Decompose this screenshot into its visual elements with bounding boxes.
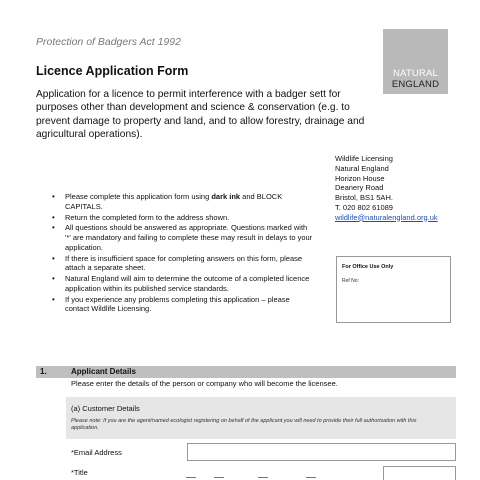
instruction-item: • All questions should be answered as appropriate. Questions marked with '*' are mandatory and failing to complete these may result in delays to your application. <box>52 223 314 252</box>
intro-paragraph: Application for a licence to permit interference with a badger sett for purposes other than development and science & conservation (e.g. to prevent damage to property and land, and to allow forestry, drainage and agricultural operations). <box>36 89 365 141</box>
section-header <box>36 366 456 378</box>
title-other-field[interactable] <box>383 466 456 480</box>
logo-line-natural: NATURAL <box>392 68 439 79</box>
email-field[interactable] <box>187 443 456 461</box>
address-line: Natural England <box>335 163 389 173</box>
instruction-item: • Return the completed form to the address shown. <box>52 213 314 223</box>
address-line: Horizon House <box>335 173 385 183</box>
instruction-item: • Please complete this application form using dark ink and BLOCK CAPITALS. <box>52 192 314 212</box>
instruction-item: • Natural England will aim to determine the outcome of a completed licence application within its published service standards. <box>52 274 314 294</box>
act-reference: Protection of Badgers Act 1992 <box>36 36 181 48</box>
email-label: *Email Address <box>71 448 122 457</box>
title-option-tick <box>306 477 316 478</box>
customer-details-heading: (a) Customer Details <box>71 404 140 413</box>
ref-no-label: Ref No: <box>342 278 359 284</box>
natural-england-logo <box>383 29 448 94</box>
office-use-box <box>336 256 451 323</box>
form-title: Licence Application Form <box>36 64 189 78</box>
title-option-tick <box>186 477 196 478</box>
address-line: Bristol, BS1 5AH. <box>335 193 393 202</box>
title-label: *Title <box>71 468 88 477</box>
address-line: Deanery Road <box>335 183 384 193</box>
customer-details-note: Please note: If you are the agent/named ecologist registering on behalf of the applicant you will need to provide their full authorisation with this application. <box>71 418 417 432</box>
instruction-item: • If there is insufficient space for completing answers on this form, please attach a separate sheet. <box>52 254 314 274</box>
logo-line-england: ENGLAND <box>391 79 440 90</box>
instruction-list <box>52 192 314 315</box>
section-subtitle: Please enter the details of the person or company who will become the licensee. <box>71 379 338 388</box>
section-title: Applicant Details <box>71 367 136 376</box>
title-option-tick <box>214 477 224 478</box>
title-option-tick <box>258 477 268 478</box>
customer-details-panel <box>66 397 456 439</box>
address-line: Wildlife Licensing <box>335 154 393 163</box>
instruction-item: • If you experience any problems completing this application – please contact Wildlife Licensing. <box>52 295 314 315</box>
office-use-heading: For Office Use Only <box>342 264 394 270</box>
address-phone: T. 020 802 61089 <box>335 202 393 212</box>
emphasis: dark ink <box>211 192 241 201</box>
section-number: 1. <box>40 367 47 376</box>
address-email-link[interactable]: wildlife@naturalengland.org.uk <box>335 212 438 222</box>
licensing-address <box>335 154 438 222</box>
